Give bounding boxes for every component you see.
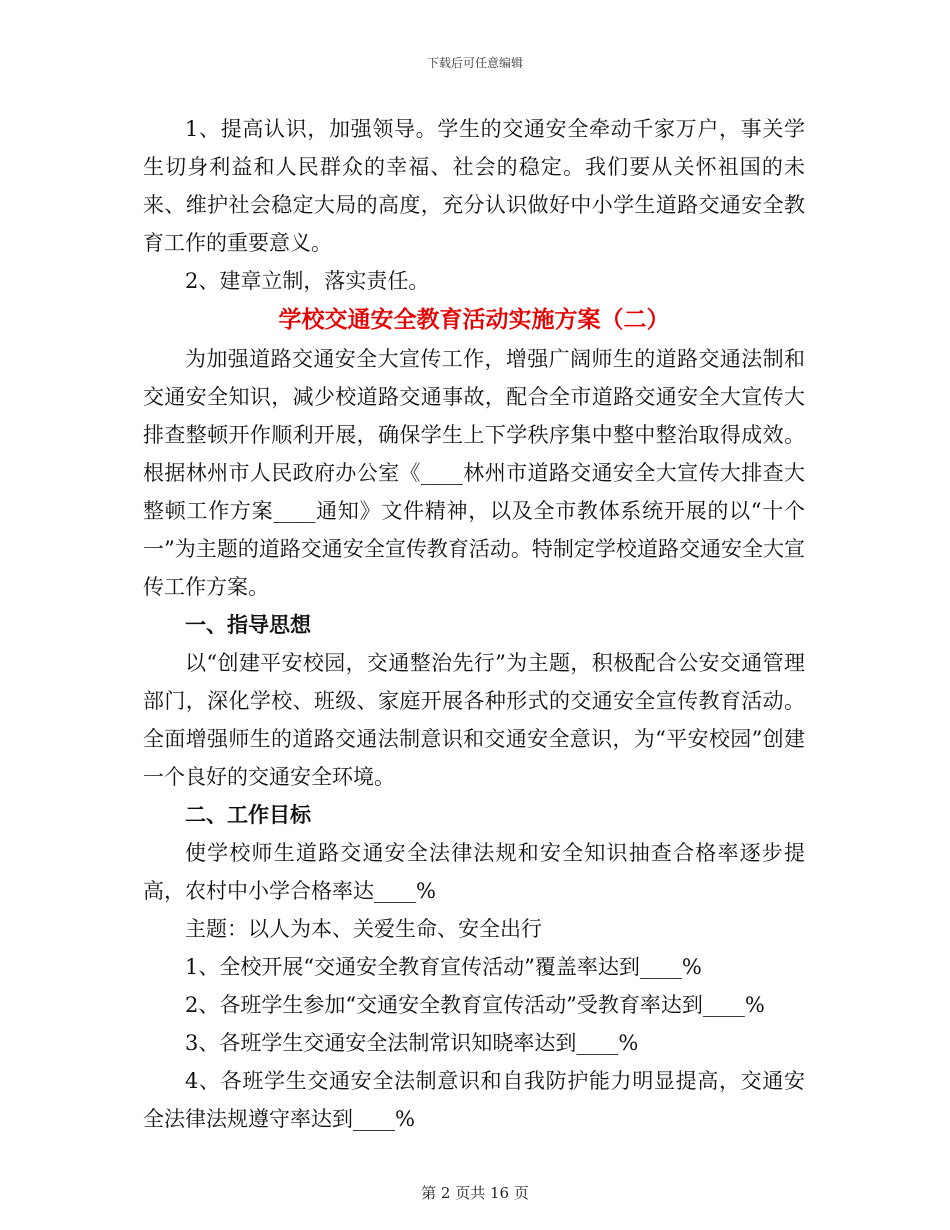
list-item-coverage: 1、全校开展“交通安全教育宣传活动”覆盖率达到____%: [185, 955, 702, 979]
heading-work-goals: 二、工作目标: [185, 802, 311, 827]
list-item-participation: 2、各班学生参加“交通安全教育宣传活动”受教育率达到____%: [185, 993, 765, 1017]
paragraph-guiding-ideology: 以“创建平安校园，交通整治先行”为主题，积极配合公安交通管理部门，深化学校、班级、家庭开展各种形式的交通安全宣传教育活动。全面增强师生的道路交通法制意识和交通安全意识，为“平安校园”创建一个良好的交通安全环境。: [143, 651, 805, 789]
list-item-compliance-rate: 4、各班学生交通安全法制意识和自我防护能力明显提高，交通安全法律法规遵守率达到____%: [143, 1069, 805, 1131]
page-footer: 第 2 页共 16 页: [421, 1184, 529, 1202]
list-item-awareness-rate: 3、各班学生交通安全法制常识知晓率达到____%: [185, 1031, 639, 1055]
paragraph-awareness: 1、提高认识，加强领导。学生的交通安全牵动千家万户，事关学生切身利益和人民群众的幸福、社会的稳定。我们要从关怀祖国的未来、维护社会稳定大局的高度，充分认识做好中小学生道路交通安全教育工作的重要意义。: [143, 117, 805, 255]
heading-guiding-ideology: 一、指导思想: [185, 612, 311, 637]
document-body: [143, 110, 805, 1138]
paragraph-rules: 2、建章立制，落实责任。: [185, 269, 430, 293]
paragraph-intro: 为加强道路交通安全大宣传工作，增强广阔师生的道路交通法制和交通安全知识，减少校道路交通事故，配合全市道路交通安全大宣传大排查整顿开作顺利开展，确保学生上下学秩序集中整中整治取得成效。根据林州市人民政府办公室《____林州市道路交通安全大宣传大排查大整顿工作方案____通知》文件精神，以及全市教体系统开展的以“十个一”为主题的道路交通安全宣传教育活动。特制定学校道路交通安全大宣传工作方案。: [143, 347, 805, 599]
page-header: 下载后可任意编辑: [426, 56, 523, 70]
section-title: 学校交通安全教育活动实施方案（二）: [278, 306, 670, 333]
paragraph-theme: 主题：以人为本、关爱生命、安全出行: [185, 917, 542, 941]
paragraph-goal-pass-rate: 使学校师生道路交通安全法律法规和安全知识抽查合格率逐步提高，农村中小学合格率达____%: [143, 841, 805, 903]
